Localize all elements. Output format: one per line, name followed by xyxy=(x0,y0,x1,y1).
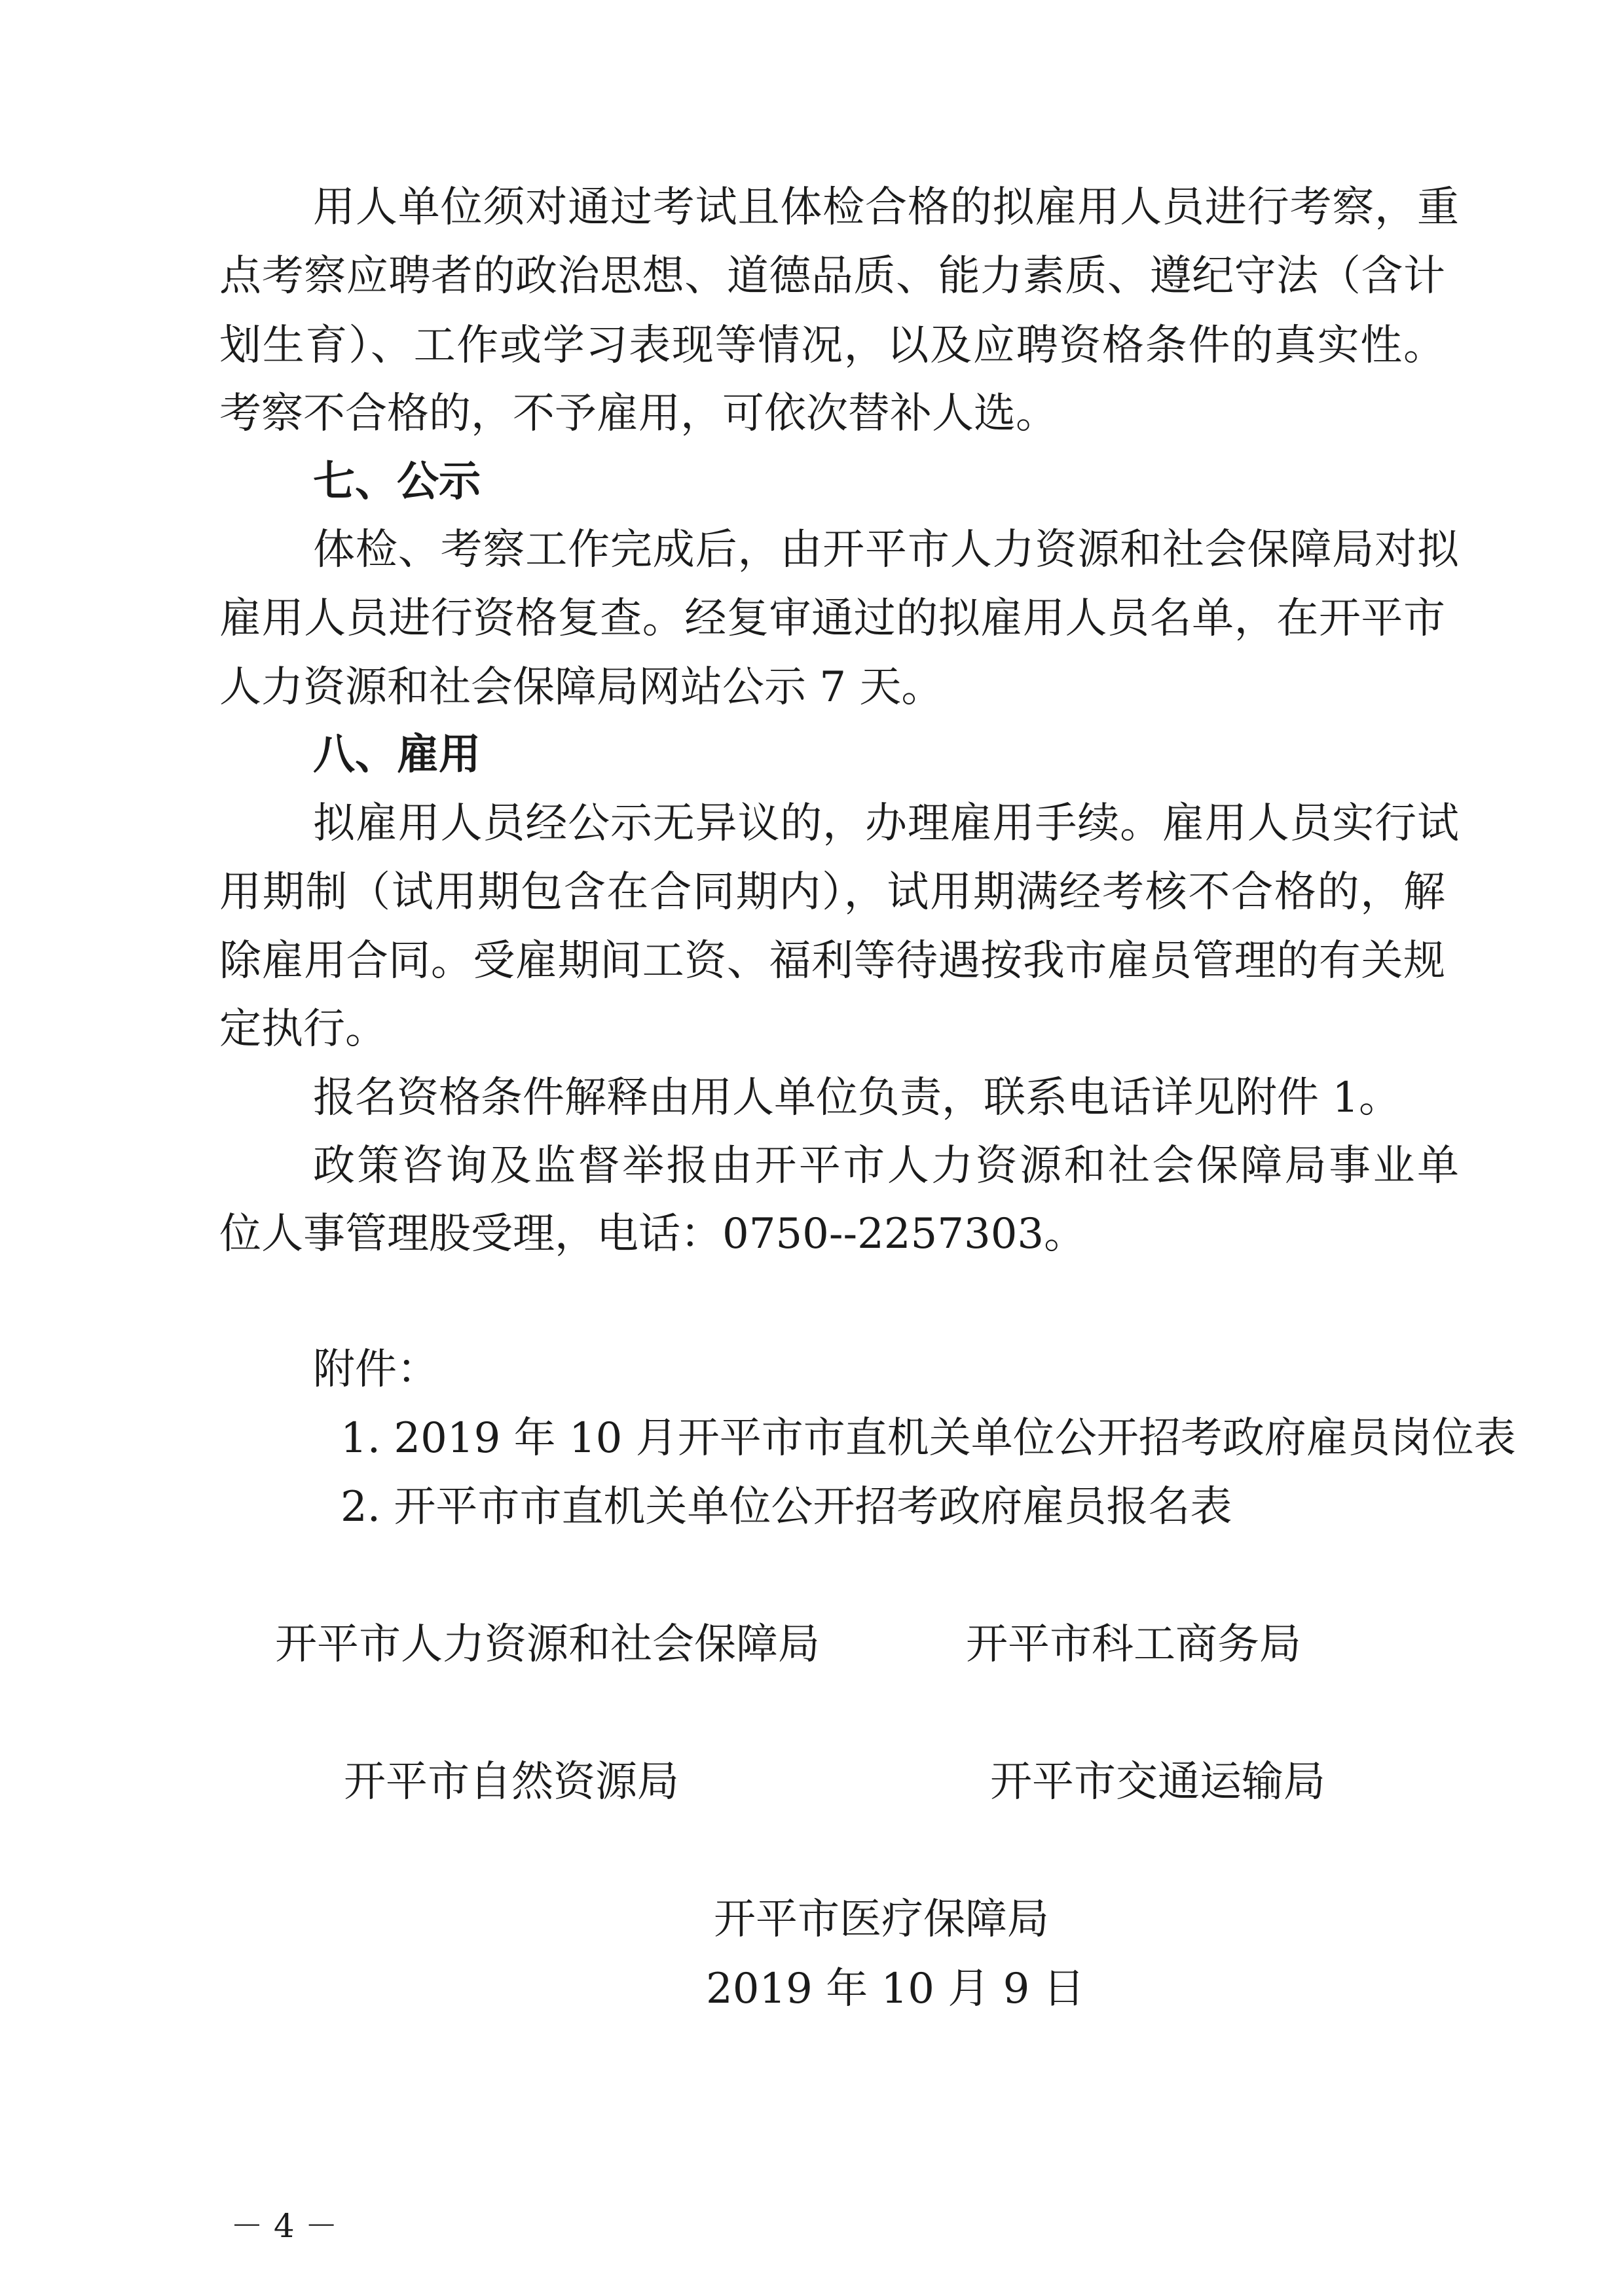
paragraph-inspection-line-3: 划生育）、工作或学习表现等情况，以及应聘资格条件的真实性。 xyxy=(219,321,1445,370)
signatory-medical-security-bureau: 开平市医疗保障局 xyxy=(714,1895,1049,1944)
paragraph-employment-line-2: 用期制（试用期包含在合同期内），试用期满经考核不合格的，解 xyxy=(219,868,1445,917)
paragraph-publicity-line-2: 雇用人员进行资格复查。经复审通过的拟雇用人员名单，在开平市 xyxy=(219,594,1445,643)
paragraph-policy-line-2: 位人事管理股受理，电话：0750--2257303。 xyxy=(219,1210,1086,1258)
signatory-transport-bureau: 开平市交通运输局 xyxy=(990,1758,1325,1806)
section-7-heading: 七、公示 xyxy=(313,458,481,506)
paragraph-inspection-line-4: 考察不合格的，不予雇用，可依次替补人选。 xyxy=(219,390,1058,438)
attachments-label: 附件： xyxy=(313,1345,439,1394)
signatory-natural-resources-bureau: 开平市自然资源局 xyxy=(344,1758,679,1806)
paragraph-inspection-line-1: 用人单位须对通过考试且体检合格的拟雇用人员进行考察，重 xyxy=(313,183,1459,232)
paragraph-policy-line-1: 政策咨询及监督举报由开平市人力资源和社会保障局事业单 xyxy=(313,1142,1459,1190)
paragraph-inspection-line-2: 点考察应聘者的政治思想、道德品质、能力素质、遵纪守法（含计 xyxy=(219,252,1445,301)
document-date: 2019 年 10 月 9 日 xyxy=(706,1965,1085,2013)
page-number: － 4 － xyxy=(231,2207,338,2245)
paragraph-publicity-line-1: 体检、考察工作完成后，由开平市人力资源和社会保障局对拟 xyxy=(313,526,1459,574)
signatory-hrss-bureau: 开平市人力资源和社会保障局 xyxy=(275,1620,820,1669)
paragraph-publicity-line-3: 人力资源和社会保障局网站公示 7 天。 xyxy=(219,663,944,712)
signatory-sci-industry-bureau: 开平市科工商务局 xyxy=(966,1620,1301,1669)
paragraph-employment-line-4: 定执行。 xyxy=(219,1005,387,1053)
paragraph-employment-line-3: 除雇用合同。受雇期间工资、福利等待遇按我市雇员管理的有关规 xyxy=(219,937,1445,985)
section-8-heading: 八、雇用 xyxy=(313,731,481,779)
attachment-item-2: 2. 开平市市直机关单位公开招考政府雇员报名表 xyxy=(341,1483,1232,1531)
paragraph-employment-line-1: 拟雇用人员经公示无异议的，办理雇用手续。雇用人员实行试 xyxy=(313,799,1459,848)
attachment-item-1: 1. 2019 年 10 月开平市市直机关单位公开招考政府雇员岗位表 xyxy=(341,1414,1516,1463)
paragraph-qualification-note: 报名资格条件解释由用人单位负责，联系电话详见附件 1。 xyxy=(313,1074,1401,1122)
